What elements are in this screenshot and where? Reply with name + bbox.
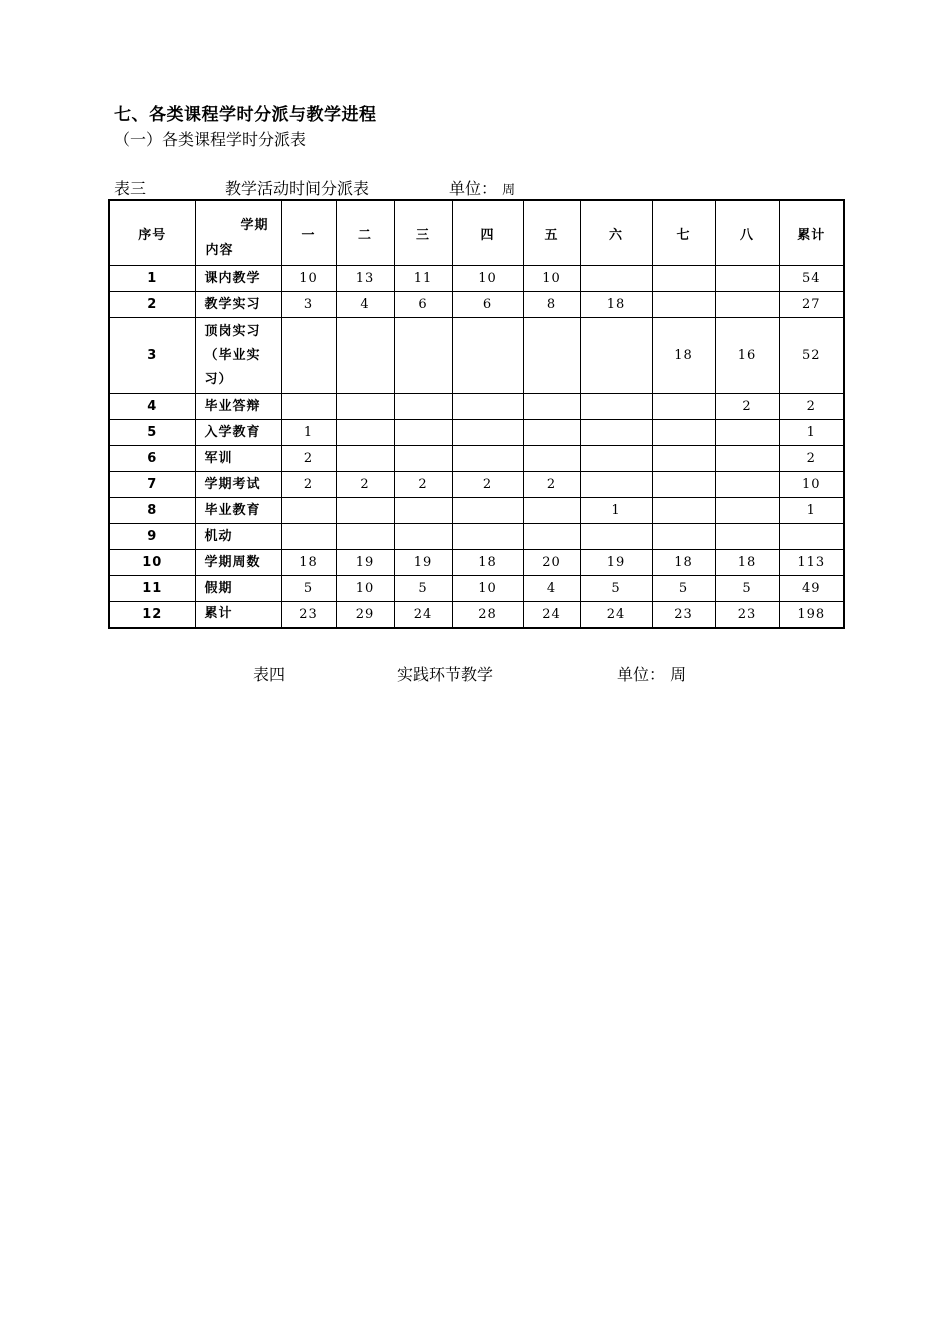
- table-row: [109, 602, 844, 628]
- term-3-cell: [394, 524, 452, 550]
- row-index: 3: [109, 318, 195, 394]
- term-1-cell: 10: [281, 266, 336, 292]
- term-7-cell: [652, 266, 715, 292]
- term-7-cell: [652, 446, 715, 472]
- term-4-cell: [452, 394, 523, 420]
- term-8-cell: [715, 498, 779, 524]
- term-5-cell: [523, 420, 580, 446]
- term-2-cell: 2: [336, 472, 394, 498]
- term-6-cell: [580, 524, 652, 550]
- row-total: 2: [779, 394, 844, 420]
- term-3-cell: 2: [394, 472, 452, 498]
- table3-unit-label: 单位：: [449, 179, 498, 198]
- term-4-cell: [452, 420, 523, 446]
- row-label-text: 学期考试: [204, 476, 261, 492]
- term-1-cell: [281, 524, 336, 550]
- row-index: 9: [109, 524, 195, 550]
- table-row: [109, 292, 844, 318]
- row-label-text: 教学实习: [204, 296, 261, 312]
- term-3-cell: [394, 394, 452, 420]
- row-total: 54: [779, 266, 844, 292]
- term-7-cell: [652, 472, 715, 498]
- term-6-cell: [580, 266, 652, 292]
- term-7-cell: [652, 394, 715, 420]
- term-7-cell: [652, 524, 715, 550]
- term-4-cell: [452, 498, 523, 524]
- term-3-cell: [394, 318, 452, 394]
- term-7-cell: 18: [652, 550, 715, 576]
- header-term-5: 五: [523, 200, 580, 266]
- term-8-cell: 23: [715, 602, 779, 628]
- table-row: [109, 446, 844, 472]
- row-label: [195, 524, 281, 550]
- row-label-text: 机动: [204, 528, 233, 544]
- term-4-cell: 10: [452, 266, 523, 292]
- row-total: 1: [779, 420, 844, 446]
- row-label: [195, 318, 281, 394]
- term-2-cell: [336, 318, 394, 394]
- row-total: 1: [779, 498, 844, 524]
- term-4-cell: 28: [452, 602, 523, 628]
- table-body: [109, 266, 844, 628]
- row-index: 4: [109, 394, 195, 420]
- table3-label: 表三: [114, 179, 147, 198]
- row-total: 10: [779, 472, 844, 498]
- row-label-text: 顶岗实习（毕业实习）: [204, 323, 261, 387]
- term-1-cell: 2: [281, 472, 336, 498]
- table-row: [109, 498, 844, 524]
- header-term-7: 七: [652, 200, 715, 266]
- term-4-cell: [452, 446, 523, 472]
- table3-unit-value: 周: [502, 183, 516, 198]
- term-7-cell: 5: [652, 576, 715, 602]
- term-7-cell: [652, 292, 715, 318]
- term-5-cell: 10: [523, 266, 580, 292]
- term-8-cell: 5: [715, 576, 779, 602]
- row-label-text: 军训: [204, 450, 233, 466]
- table-row: [109, 420, 844, 446]
- term-3-cell: 11: [394, 266, 452, 292]
- term-8-cell: 18: [715, 550, 779, 576]
- row-index: 12: [109, 602, 195, 628]
- term-3-cell: [394, 446, 452, 472]
- row-total: 113: [779, 550, 844, 576]
- row-total: 52: [779, 318, 844, 394]
- term-1-cell: [281, 498, 336, 524]
- term-8-cell: [715, 446, 779, 472]
- term-6-cell: 5: [580, 576, 652, 602]
- header-term-8: 八: [715, 200, 779, 266]
- term-8-cell: 2: [715, 394, 779, 420]
- term-3-cell: [394, 420, 452, 446]
- header-term-2: 二: [336, 200, 394, 266]
- table-row: [109, 472, 844, 498]
- row-total: [779, 524, 844, 550]
- term-8-cell: [715, 292, 779, 318]
- header-content-label: 内容: [205, 243, 234, 258]
- term-1-cell: [281, 394, 336, 420]
- row-label: [195, 550, 281, 576]
- header-term-1: 一: [281, 200, 336, 266]
- table4-unit-label: 单位：: [617, 665, 666, 684]
- table-row: [109, 266, 844, 292]
- term-4-cell: [452, 524, 523, 550]
- term-5-cell: 24: [523, 602, 580, 628]
- row-total: 2: [779, 446, 844, 472]
- term-2-cell: [336, 420, 394, 446]
- term-6-cell: [580, 420, 652, 446]
- term-2-cell: [336, 446, 394, 472]
- header-term-6: 六: [580, 200, 652, 266]
- term-2-cell: 29: [336, 602, 394, 628]
- term-5-cell: 8: [523, 292, 580, 318]
- term-5-cell: [523, 524, 580, 550]
- term-5-cell: [523, 446, 580, 472]
- term-5-cell: [523, 498, 580, 524]
- row-index: 8: [109, 498, 195, 524]
- table4-label: 表四: [253, 665, 286, 684]
- header-term-3: 三: [394, 200, 452, 266]
- term-6-cell: 18: [580, 292, 652, 318]
- row-label: [195, 266, 281, 292]
- term-3-cell: 19: [394, 550, 452, 576]
- row-index: 6: [109, 446, 195, 472]
- term-5-cell: 20: [523, 550, 580, 576]
- term-2-cell: [336, 394, 394, 420]
- term-1-cell: 23: [281, 602, 336, 628]
- term-1-cell: 5: [281, 576, 336, 602]
- row-label-text: 毕业答辩: [204, 398, 261, 414]
- header-term-4: 四: [452, 200, 523, 266]
- table-row: [109, 394, 844, 420]
- term-5-cell: 2: [523, 472, 580, 498]
- term-8-cell: [715, 420, 779, 446]
- term-2-cell: 4: [336, 292, 394, 318]
- row-label: [195, 420, 281, 446]
- term-1-cell: 2: [281, 446, 336, 472]
- row-label: [195, 498, 281, 524]
- term-7-cell: 18: [652, 318, 715, 394]
- term-2-cell: [336, 498, 394, 524]
- row-label: [195, 576, 281, 602]
- row-label: [195, 472, 281, 498]
- term-3-cell: 6: [394, 292, 452, 318]
- header-term-label: 学期: [240, 218, 269, 233]
- term-1-cell: 1: [281, 420, 336, 446]
- row-label-text: 累计: [204, 606, 233, 622]
- term-2-cell: 19: [336, 550, 394, 576]
- term-8-cell: [715, 472, 779, 498]
- term-2-cell: 13: [336, 266, 394, 292]
- term-8-cell: [715, 524, 779, 550]
- subsection-title: （一）各类课程学时分派表: [114, 130, 307, 149]
- term-5-cell: [523, 318, 580, 394]
- term-4-cell: 2: [452, 472, 523, 498]
- term-8-cell: 16: [715, 318, 779, 394]
- table-row: [109, 318, 844, 394]
- term-6-cell: 24: [580, 602, 652, 628]
- header-diagonal: [195, 200, 281, 266]
- table3-name: 教学活动时间分派表: [225, 179, 370, 198]
- term-2-cell: 10: [336, 576, 394, 602]
- term-1-cell: 18: [281, 550, 336, 576]
- header-index: 序号: [109, 200, 195, 266]
- row-index: 5: [109, 420, 195, 446]
- term-4-cell: 6: [452, 292, 523, 318]
- term-4-cell: 18: [452, 550, 523, 576]
- table4-name: 实践环节教学: [397, 665, 494, 684]
- row-label: [195, 292, 281, 318]
- row-index: 1: [109, 266, 195, 292]
- row-label-text: 毕业教育: [204, 502, 261, 518]
- row-total: 198: [779, 602, 844, 628]
- term-7-cell: [652, 498, 715, 524]
- row-index: 2: [109, 292, 195, 318]
- term-3-cell: 24: [394, 602, 452, 628]
- term-1-cell: [281, 318, 336, 394]
- term-4-cell: 10: [452, 576, 523, 602]
- row-label: [195, 394, 281, 420]
- row-total: 27: [779, 292, 844, 318]
- table-row: [109, 524, 844, 550]
- term-6-cell: [580, 472, 652, 498]
- table4-unit: [617, 662, 686, 685]
- term-7-cell: 23: [652, 602, 715, 628]
- term-3-cell: [394, 498, 452, 524]
- table-row: [109, 550, 844, 576]
- row-total: 49: [779, 576, 844, 602]
- term-2-cell: [336, 524, 394, 550]
- activity-time-table: [108, 199, 845, 629]
- term-5-cell: 4: [523, 576, 580, 602]
- table3-unit: [449, 176, 515, 199]
- row-label-text: 入学教育: [204, 424, 261, 440]
- section-title: 七、各类课程学时分派与教学进程: [114, 105, 377, 125]
- term-1-cell: 3: [281, 292, 336, 318]
- term-7-cell: [652, 420, 715, 446]
- row-label: [195, 446, 281, 472]
- term-6-cell: 1: [580, 498, 652, 524]
- row-index: 11: [109, 576, 195, 602]
- term-4-cell: [452, 318, 523, 394]
- term-3-cell: 5: [394, 576, 452, 602]
- table-header-row: [109, 200, 844, 266]
- term-6-cell: [580, 394, 652, 420]
- table4-unit-value: 周: [670, 665, 687, 684]
- row-label: [195, 602, 281, 628]
- row-label-text: 课内教学: [204, 270, 261, 286]
- term-5-cell: [523, 394, 580, 420]
- row-index: 7: [109, 472, 195, 498]
- term-6-cell: [580, 318, 652, 394]
- header-total: 累计: [779, 200, 844, 266]
- term-6-cell: [580, 446, 652, 472]
- row-label-text: 学期周数: [204, 554, 261, 570]
- term-8-cell: [715, 266, 779, 292]
- table-row: [109, 576, 844, 602]
- term-6-cell: 19: [580, 550, 652, 576]
- row-label-text: 假期: [204, 580, 233, 596]
- row-index: 10: [109, 550, 195, 576]
